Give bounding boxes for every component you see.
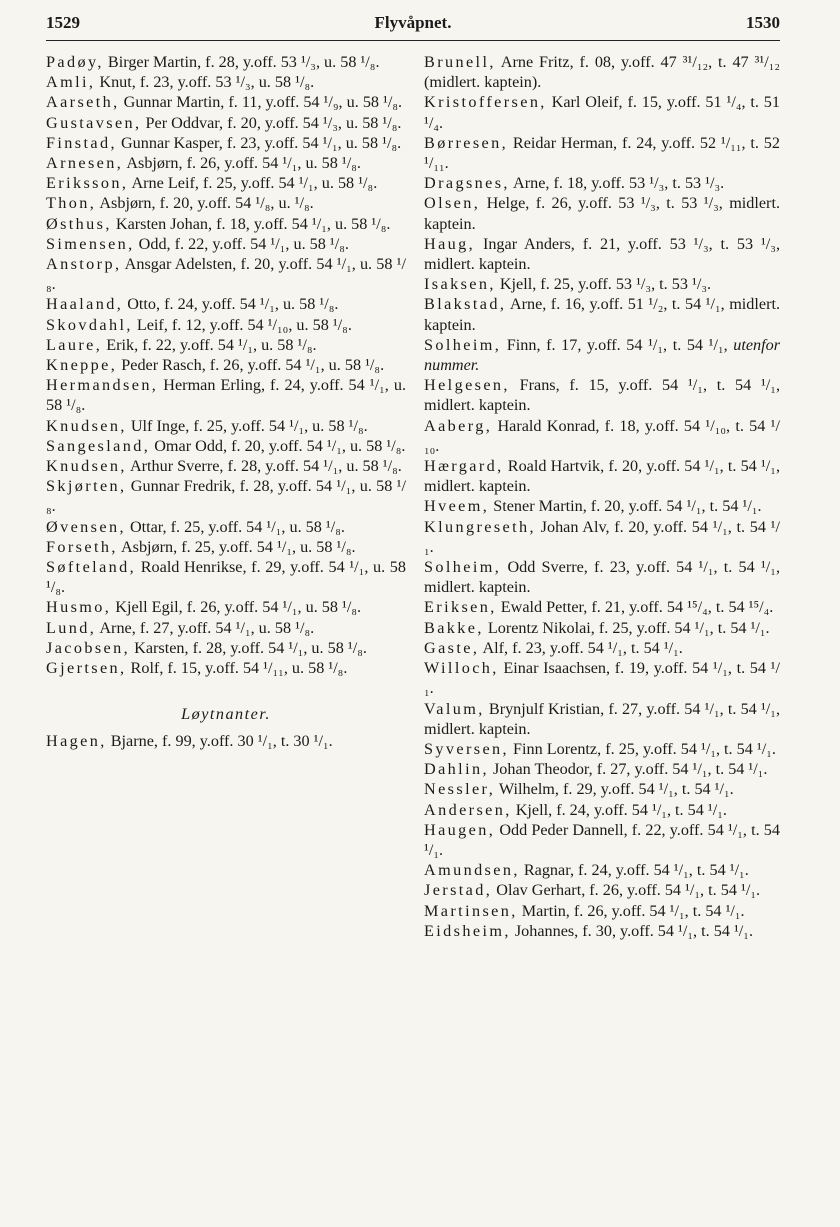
entry-details: Alf, f. 23, y.off. 54 ¹/₁, t. 54 ¹/₁. (479, 638, 683, 657)
entry-surname: Padøy, (46, 53, 104, 71)
entry-details: Roald Henrikse, f. 29, y.off. 54 ¹/₁, u. 58 ¹/₈. (46, 558, 406, 597)
entry-details: Karl Oleif, f. 15, y.off. 51 ¹/₄, t. 51 ¹/₄. (424, 93, 780, 132)
roster-entry (424, 921, 780, 941)
roster-entry (424, 759, 780, 779)
entry-details: Odd, f. 22, y.off. 54 ¹/₁, u. 58 ¹/₈. (134, 234, 349, 253)
roster-entry (424, 658, 780, 698)
roster-entry (46, 537, 406, 557)
entry-surname: Husmo, (46, 598, 112, 617)
roster-entry (424, 779, 780, 799)
entry-surname: Olsen, (424, 194, 481, 213)
entry-details: Herman Erling, f. 24, y.off. 54 ¹/₁, u. 58 ¹/₈. (46, 376, 406, 415)
entry-surname: Laure, (46, 335, 103, 354)
entry-details: Arne, f. 16, y.off. 51 ¹/₂, t. 54 ¹/₁, midlert. kaptein. (424, 295, 780, 334)
entry-details: Erik, f. 22, y.off. 54 ¹/₁, u. 58 ¹/₈. (102, 335, 317, 354)
roster-entry (46, 193, 406, 213)
roster-entry (424, 294, 780, 334)
entry-details: Ewald Petter, f. 21, y.off. 54 ¹⁵/₄, t. 54 ¹⁵/₄. (496, 598, 774, 617)
left-column (46, 52, 406, 751)
header-rule (46, 40, 780, 41)
entry-details: Ingar Anders, f. 21, y.off. 53 ¹/₃, t. 53 ¹/₃, midlert. kaptein. (424, 234, 780, 274)
entry-details: Per Oddvar, f. 20, y.off. 54 ¹/₃, u. 58 ¹/₈. (141, 113, 402, 132)
entry-surname: Nessler, (424, 780, 496, 799)
entry-surname: Dahlin, (424, 760, 489, 779)
roster-entry (424, 52, 780, 92)
roster-entry (424, 638, 780, 658)
roster-entry (424, 860, 780, 880)
roster-entry (46, 234, 406, 254)
entry-surname: Østhus, (46, 214, 112, 233)
roster-entry (46, 638, 406, 658)
entry-surname: Sangesland, (46, 436, 151, 455)
roster-entry (424, 739, 780, 759)
roster-entry (46, 517, 406, 537)
roster-entry (46, 92, 406, 112)
right-page-number: 1530 (745, 13, 780, 32)
entry-surname: Simensen, (46, 234, 135, 253)
roster-entry (46, 113, 406, 133)
roster-entry (46, 133, 406, 153)
entry-surname: Aaberg, (424, 416, 493, 435)
entry-details: Asbjørn, f. 25, y.off. 54 ¹/₁, u. 58 ¹/₈. (117, 537, 356, 556)
entry-details: Ansgar Adelsten, f. 20, y.off. 54 ¹/₁, u. 58 ¹/₈. (46, 255, 406, 294)
roster-entry (424, 820, 780, 860)
entry-details: Rolf, f. 15, y.off. 54 ¹/₁₁, u. 58 ¹/₈. (126, 659, 348, 678)
roster-entry (46, 416, 406, 436)
entry-surname: Valum, (424, 699, 485, 718)
entry-details: Asbjørn, f. 20, y.off. 54 ¹/₈, u. ¹/₈. (96, 194, 314, 213)
entry-surname: Aarseth, (46, 93, 120, 112)
roster-entry (424, 274, 780, 294)
entry-surname: Andersen, (424, 800, 512, 819)
entry-details: Karsten, f. 28, y.off. 54 ¹/₁, u. 58 ¹/₈. (130, 638, 367, 657)
entry-surname: Haug, (424, 234, 476, 253)
entry-surname: Solheim, (424, 335, 502, 354)
entry-surname: Thon, (46, 194, 97, 213)
entry-surname: Knudsen, (46, 457, 127, 476)
roster-entry (424, 597, 780, 617)
entry-surname: Knudsen, (46, 416, 127, 435)
entry-details: Olav Gerhart, f. 26, y.off. 54 ¹/₁, t. 54 ¹/₁. (492, 881, 761, 900)
left-page-number: 1529 (46, 13, 80, 32)
roster-entry (46, 315, 406, 335)
entry-details: Arne, f. 27, y.off. 54 ¹/₁, u. 58 ¹/₈. (96, 618, 315, 637)
entry-details: Odd Peder Dannell, f. 22, y.off. 54 ¹/₁, t. 54 ¹/₁. (424, 820, 780, 859)
entry-details: Knut, f. 23, y.off. 53 ¹/₃, u. 58 ¹/₈. (95, 73, 315, 92)
entry-details: Johan Alv, f. 20, y.off. 54 ¹/₁, t. 54 ¹/₁. (424, 517, 780, 556)
entry-details: Gunnar Fredrik, f. 28, y.off. 54 ¹/₁, u. 58 ¹/₈. (46, 477, 406, 516)
roster-entry (424, 456, 780, 496)
roster-entry (424, 133, 780, 173)
entry-surname: Forseth, (46, 537, 118, 556)
roster-entry (46, 476, 406, 516)
roster-entry (424, 496, 780, 516)
entry-surname: Gustavsen, (46, 113, 142, 132)
entry-note: utenfor nummer. (424, 335, 780, 375)
roster-entry (46, 72, 406, 92)
entry-surname: Willoch, (424, 659, 499, 678)
entry-details: Martin, f. 26, y.off. 54 ¹/₁, t. 54 ¹/₁. (517, 901, 745, 920)
entry-surname: Søfteland, (46, 558, 137, 577)
entry-surname: Hveem, (424, 497, 490, 516)
entry-details: Leif, f. 12, y.off. 54 ¹/₁₀, u. 58 ¹/₈. (132, 315, 352, 334)
page-header (46, 10, 780, 36)
roster-entry (46, 557, 406, 597)
roster-entry (424, 557, 780, 597)
entry-details: Einar Isaachsen, f. 19, y.off. 54 ¹/₁, t. 54 ¹/₁. (424, 659, 780, 698)
roster-entry (46, 375, 406, 415)
page-title: Flyvåpnet. (374, 13, 452, 32)
roster-entry (46, 456, 406, 476)
entry-details: Peder Rasch, f. 26, y.off. 54 ¹/₁, u. 58 ¹/₈. (117, 356, 385, 375)
entry-surname: Gaste, (424, 638, 480, 657)
entry-surname: Brunell, (424, 53, 496, 71)
entry-details: Odd Sverre, f. 23, y.off. 54 ¹/₁, t. 54 ¹/₁, midlert. kaptein. (424, 558, 780, 597)
roster-entry (46, 355, 406, 375)
entry-surname: Børresen, (424, 133, 509, 152)
roster-entry (424, 234, 780, 274)
entry-surname: Martinsen, (424, 901, 518, 920)
roster-entry (424, 800, 780, 820)
entry-details: Gunnar Martin, f. 11, y.off. 54 ¹/₉, u. 58 ¹/₈. (119, 93, 403, 112)
entry-surname: Skovdahl, (46, 315, 133, 334)
entry-surname: Skjørten, (46, 477, 127, 496)
entry-details: Johannes, f. 30, y.off. 54 ¹/₁, t. 54 ¹/₁. (510, 921, 753, 940)
entry-surname: Bakke, (424, 618, 484, 637)
entry-details: Ottar, f. 25, y.off. 54 ¹/₁, u. 58 ¹/₈. (125, 517, 345, 536)
roster-entry (424, 335, 780, 375)
entry-details: Ragnar, f. 24, y.off. 54 ¹/₁, t. 54 ¹/₁. (519, 861, 749, 880)
entry-details: Gunnar Kasper, f. 23, y.off. 54 ¹/₁, u. 58 ¹/₈. (116, 133, 402, 152)
entry-details: Arthur Sverre, f. 28, y.off. 54 ¹/₁, u. 58 ¹/₈. (126, 457, 402, 476)
entry-details: Stener Martin, f. 20, y.off. 54 ¹/₁, t. 54 ¹/₁. (489, 497, 762, 516)
entry-details: Helge, f. 26, y.off. 53 ¹/₃, t. 53 ¹/₃, midlert. kaptein. (424, 194, 780, 233)
roster-entry (424, 173, 780, 193)
entry-surname: Gjertsen, (46, 659, 127, 678)
entry-surname: Hærgard, (424, 457, 504, 476)
roster-entry (46, 294, 406, 314)
entry-surname: Arnesen, (46, 154, 124, 173)
roster-entry (424, 193, 780, 233)
roster-entry (424, 880, 780, 900)
entry-surname: Haaland, (46, 295, 124, 314)
roster-entry (424, 416, 780, 456)
entry-surname: Jerstad, (424, 881, 493, 900)
entry-details: Arne, f. 18, y.off. 53 ¹/₃, t. 53 ¹/₃. (509, 174, 725, 193)
entry-surname: Eriksen, (424, 598, 497, 617)
entry-details: Wilhelm, f. 29, y.off. 54 ¹/₁, t. 54 ¹/₁. (495, 780, 734, 799)
entry-surname: Dragsnes, (424, 174, 510, 193)
roster-entry (424, 699, 780, 739)
entry-details: Asbjørn, f. 26, y.off. 54 ¹/₁, u. 58 ¹/₈. (123, 154, 361, 173)
entry-details: Finn Lorentz, f. 25, y.off. 54 ¹/₁, t. 54 ¹/₁. (509, 739, 776, 758)
entry-details: Birger Martin, f. 28, y.off. 53 ¹/₃, u. 58 ¹/₈. (103, 53, 380, 71)
entry-details: Ulf Inge, f. 25, y.off. 54 ¹/₁, u. 58 ¹/₈. (126, 416, 368, 435)
entry-surname: Kristoffersen, (424, 93, 547, 112)
entry-surname: Jacobsen, (46, 638, 131, 657)
entry-surname: Kneppe, (46, 356, 118, 375)
entry-surname: Anstorp, (46, 255, 122, 274)
right-column (424, 52, 780, 941)
roster-entry (46, 153, 406, 173)
entry-details: Brynjulf Kristian, f. 27, y.off. 54 ¹/₁, t. 54 ¹/₁, midlert. kaptein. (424, 699, 780, 738)
roster-entry (46, 436, 406, 456)
entry-surname: Blakstad, (424, 295, 507, 314)
entry-surname: Amli, (46, 73, 96, 92)
roster-entry (46, 173, 406, 193)
entry-details: Omar Odd, f. 20, y.off. 54 ¹/₁, u. 58 ¹/₈. (150, 436, 406, 455)
entry-surname: Syversen, (424, 739, 509, 758)
left-entry-list (46, 52, 406, 678)
roster-entry (424, 375, 780, 415)
section-entry-list (46, 731, 406, 751)
roster-entry (46, 254, 406, 294)
entry-details: Lorentz Nikolai, f. 25, y.off. 54 ¹/₁, t. 54 ¹/₁. (483, 618, 770, 637)
entry-details: Roald Hartvik, f. 20, y.off. 54 ¹/₁, t. 54 ¹/₁, midlert. kaptein. (424, 457, 780, 496)
entry-details: Kjell, f. 25, y.off. 53 ¹/₃, t. 53 ¹/₃. (495, 275, 712, 294)
entry-surname: Hermandsen, (46, 376, 159, 395)
entry-surname: Eriksson, (46, 174, 129, 193)
entry-details: Arne Fritz, f. 08, y.off. 47 ³¹/₁₂, t. 47 ³¹/₁₂ (midlert. kaptein). (424, 53, 780, 92)
roster-entry (424, 901, 780, 921)
roster-entry (46, 52, 406, 72)
entry-surname: Hagen, (46, 731, 107, 750)
entry-details: Reidar Herman, f. 24, y.off. 52 ¹/₁₁, t. 52 ¹/₁₁. (424, 133, 780, 173)
right-entry-list (424, 52, 780, 941)
roster-entry (424, 92, 780, 132)
entry-surname: Amundsen, (424, 861, 520, 880)
roster-entry (46, 731, 406, 751)
entry-details: Kjell, f. 24, y.off. 54 ¹/₁, t. 54 ¹/₁. (511, 800, 727, 819)
entry-surname: Solheim, (424, 558, 502, 577)
entry-details: Arne Leif, f. 25, y.off. 54 ¹/₁, u. 58 ¹/₈. (128, 174, 378, 193)
roster-entry (46, 597, 406, 617)
entry-details: Kjell Egil, f. 26, y.off. 54 ¹/₁, u. 58 ¹/₈. (111, 598, 362, 617)
entry-surname: Øvensen, (46, 517, 126, 536)
section-heading: Løytnanter. (181, 705, 271, 724)
entry-surname: Haugen, (424, 820, 496, 839)
entry-details: Otto, f. 24, y.off. 54 ¹/₁, u. 58 ¹/₈. (123, 295, 339, 314)
entry-details: Johan Theodor, f. 27, y.off. 54 ¹/₁, t. 54 ¹/₁. (488, 760, 768, 779)
entry-surname: Eidsheim, (424, 921, 511, 940)
entry-details: Bjarne, f. 99, y.off. 30 ¹/₁, t. 30 ¹/₁. (106, 731, 333, 750)
roster-entry (424, 517, 780, 557)
entry-details: Frans, f. 15, y.off. 54 ¹/₁, t. 54 ¹/₁, midlert. kaptein. (424, 376, 780, 415)
roster-entry (46, 658, 406, 678)
entry-surname: Helgesen, (424, 376, 510, 395)
entry-details: Karsten Johan, f. 18, y.off. 54 ¹/₁, u. 58 ¹/₈. (111, 214, 391, 233)
entry-details: Finn, f. 17, y.off. 54 ¹/₁, t. 54 ¹/₁, (501, 335, 734, 354)
roster-entry (46, 335, 406, 355)
entry-surname: Finstad, (46, 133, 117, 152)
roster-entry (424, 618, 780, 638)
roster-entry (46, 618, 406, 638)
roster-entry (46, 214, 406, 234)
entry-surname: Klungreseth, (424, 517, 536, 536)
entry-surname: Isaksen, (424, 275, 496, 294)
entry-details: Harald Konrad, f. 18, y.off. 54 ¹/₁₀, t. 54 ¹/₁₀. (424, 416, 780, 455)
entry-surname: Lund, (46, 618, 97, 637)
